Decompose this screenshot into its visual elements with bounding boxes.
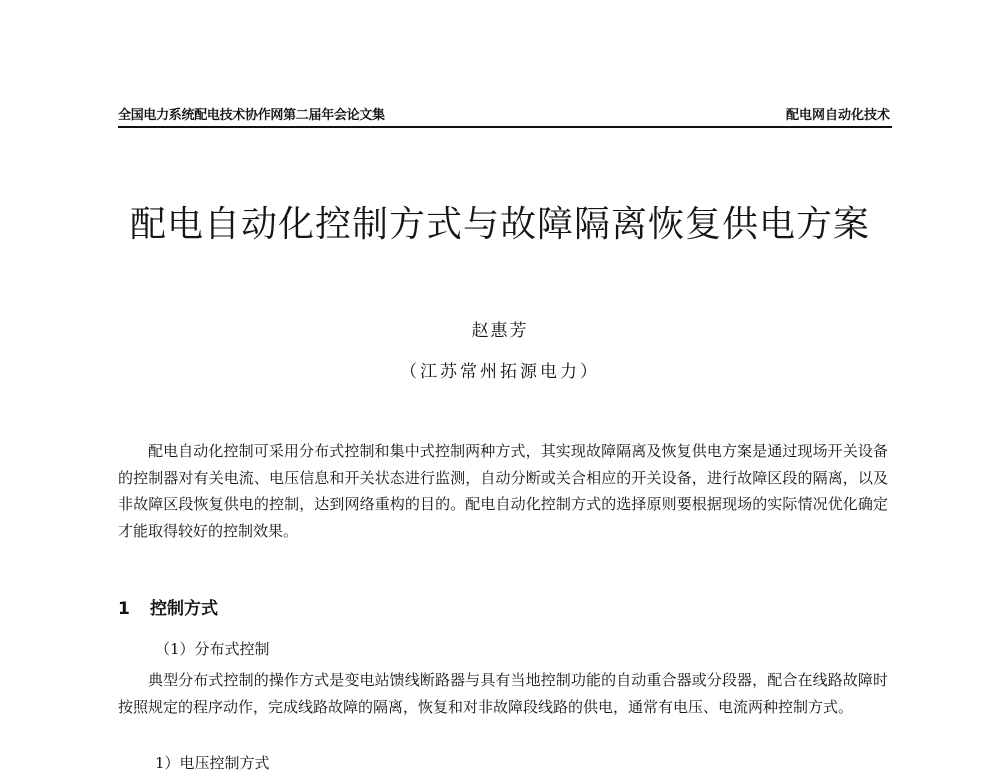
paper-title: 配电自动化控制方式与故障隔离恢复供电方案 xyxy=(129,204,870,245)
proceedings-title: 全国电力系统配电技术协作网第二届年会论文集 xyxy=(118,108,385,123)
section-heading xyxy=(118,594,218,619)
section-number: 1 xyxy=(118,599,130,619)
body-paragraph: 典型分布式控制的操作方式是变电站馈线断路器与具有当地控制功能的自动重合器或分段器，配合在线路故障时按照规定的程序动作，完成线路故障的隔离，恢复和对非故障段线路的供电，通常有电压、电流两种控制方式。 xyxy=(118,671,888,716)
abstract-paragraph: 配电自动化控制可采用分布式控制和集中式控制两种方式，其实现故障隔离及恢复供电方案是通过现场开关设备的控制器对有关电流、电压信息和开关状态进行监测，自动分断或关合相应的开关设备，进行故障区段的隔离，以及非故障区段恢复供电的控制，达到网络重构的目的。配电自动化控制方式的选择原则要根据现场的实际情况优化确定才能取得较好的控制效果。 xyxy=(118,442,888,540)
author-affiliation: （江苏常州拓源电力） xyxy=(400,362,600,382)
truncated-subheading: 1）电压控制方式 xyxy=(155,754,270,772)
running-header xyxy=(118,100,892,128)
author-name: 赵惠芳 xyxy=(471,321,529,341)
subsection-heading: （1）分布式控制 xyxy=(155,640,270,658)
section-title: 控制方式 xyxy=(150,599,218,619)
section-category: 配电网自动化技术 xyxy=(785,108,890,123)
